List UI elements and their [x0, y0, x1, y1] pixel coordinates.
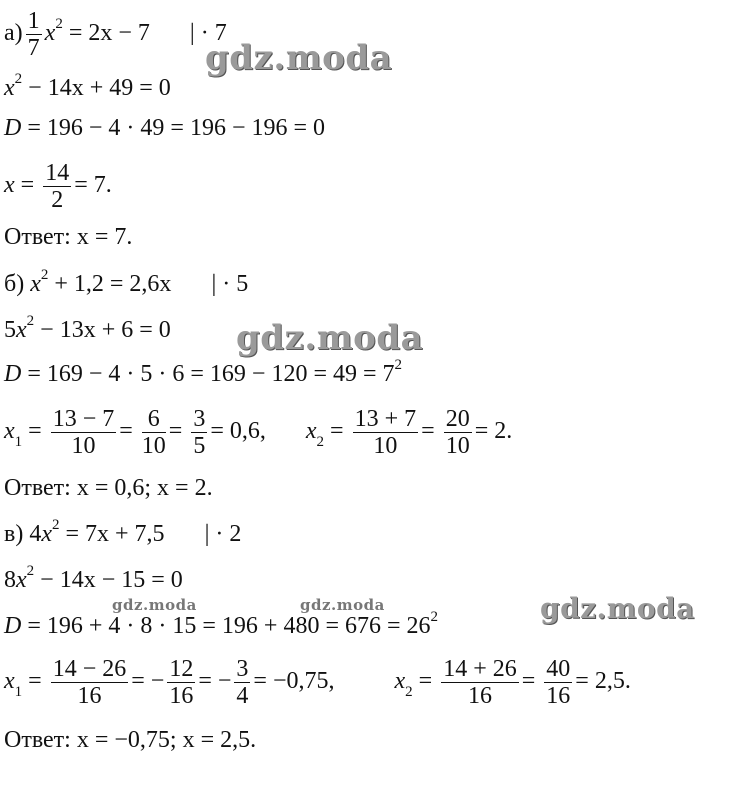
a-quadratic: $x^2 - 14x + 49 = 0$ — [4, 71, 171, 101]
multiplier: | · 7 — [189, 20, 227, 47]
c-discriminant: $D = 196 + 4 \cdot 8 \cdot 15 = 196 + 480 = 676 = 26^2$ — [4, 609, 439, 639]
c-roots: $x_1$ = $\frac{14 - 26}{16}$ = − $\frac{12}{16}$ = − $\frac{3}{4}$ = −0,75, $x_2$ = $\frac{14 + 26}{16}$ = $\frac{40}{16}$ = 2,5. — [4, 656, 631, 709]
watermark: gdz.moda — [112, 596, 197, 614]
a-answer: Ответ: x = 7. — [4, 224, 133, 250]
watermark: gdz.moda — [540, 592, 695, 625]
b-roots: $x_1$ = $\frac{13 - 7}{10}$ = $\frac{6}{10}$ = $\frac{3}{5}$ = 0,6, $x_2$ = $\frac{13 + 7}{10}$ = $\frac{20}{10}$ = 2. — [4, 406, 513, 459]
a-discriminant: D = 196 − 4 · 49 = 196 − 196 = 0 — [4, 115, 326, 141]
a-equation: а) $\frac{1}{7}$ $x^2 = 2x - 7$ | · 7 — [4, 8, 227, 61]
b-equation: б) $x^2 + 1,2 = 2,6x$ | · 5 — [4, 267, 249, 297]
c-answer: Ответ: x = −0,75; x = 2,5. — [4, 727, 257, 753]
b-quadratic: $5x^2 - 13x + 6 = 0$ — [4, 313, 171, 343]
watermark: gdz.moda — [205, 38, 393, 78]
watermark: gdz.moda — [236, 318, 424, 358]
watermark: gdz.moda — [300, 596, 385, 614]
multiplier: | · 2 — [204, 521, 242, 547]
c-quadratic: $8x^2 - 14x - 15 = 0$ — [4, 563, 183, 593]
c-equation: в) $4x^2 = 7x + 7,5$ | · 2 — [4, 517, 242, 547]
b-answer: Ответ: x = 0,6; x = 2. — [4, 475, 213, 501]
multiplier: | · 5 — [211, 271, 249, 297]
b-discriminant: $D = 169 - 4 \cdot 5 \cdot 6 = 169 - 120 = 49 = 7^2$ — [4, 357, 403, 387]
a-root: x = $\frac{14}{2}$ = 7. — [4, 160, 112, 213]
